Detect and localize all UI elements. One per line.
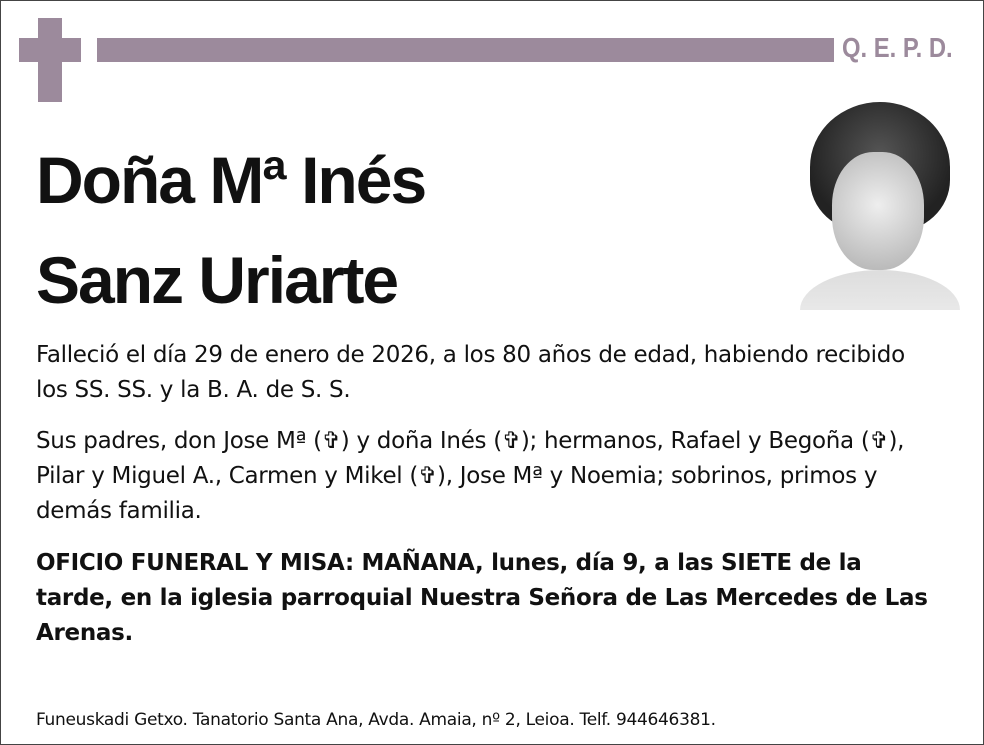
family-paragraph: Sus padres, don Jose Mª (✞) y doña Inés (✞); hermanos, Rafael y Begoña (✞), Pilar y Miguel A., Carmen y Mikel (✞), Jose Mª y Noemia; sobrinos, primos y demás familia. xyxy=(36,428,905,524)
name-line-2: Sanz Uriarte xyxy=(36,243,398,317)
funeral-paragraph: OFICIO FUNERAL Y MISA: MAÑANA, lunes, día 9, a las SIETE de la tarde, en la iglesia parroquial Nuestra Señora de Las Mercedes de Las Arenas. xyxy=(36,550,928,646)
header-bar xyxy=(97,38,834,62)
funeral-home-footer: Funeuskadi Getxo. Tanatorio Santa Ana, Avda. Amaia, nº 2, Leioa. Telf. 944646381. xyxy=(36,710,716,730)
name-line-1: Doña Mª Inés xyxy=(36,143,426,217)
portrait-photo xyxy=(790,100,960,310)
deceased-name xyxy=(36,130,425,330)
death-notice-paragraph: Falleció el día 29 de enero de 2026, a los 80 años de edad, habiendo recibido los SS. SS. y la B. A. de S. S. xyxy=(36,342,905,403)
qepd-label: Q. E. P. D. xyxy=(842,32,953,63)
